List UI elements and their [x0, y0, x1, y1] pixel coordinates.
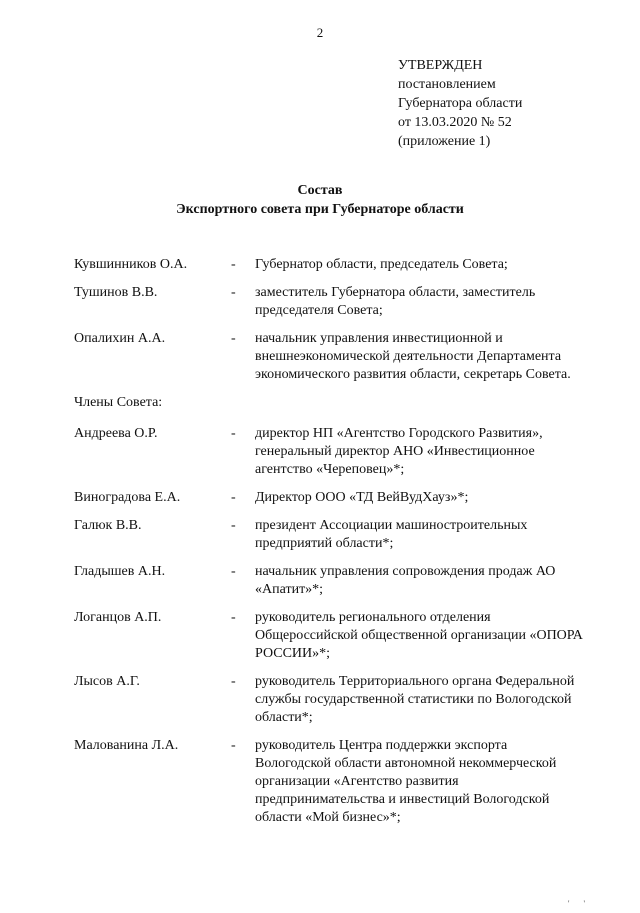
member-role: руководитель регионального отделения Общероссийской общественной организации «ОПОРА РОССИИ»*;	[255, 610, 583, 661]
member-name: Кувшинников О.А.	[74, 257, 188, 272]
member-row	[74, 609, 594, 663]
approval-stamp	[398, 56, 628, 151]
approval-line: Губернатора области	[398, 96, 523, 111]
member-row	[74, 284, 594, 320]
member-role: Губернатор области, председатель Совета;	[255, 257, 508, 272]
dash-separator: -	[231, 331, 236, 346]
member-row	[74, 563, 594, 599]
scan-marks: ' '	[568, 899, 591, 908]
dash-separator: -	[231, 610, 236, 625]
member-role: начальник управления инвестиционной и внешнеэкономической деятельности Департамента экономического развития области, секретарь Совета.	[255, 331, 571, 382]
dash-separator: -	[231, 564, 236, 579]
dash-separator: -	[231, 518, 236, 533]
member-row	[74, 673, 594, 727]
page-number: 2	[316, 25, 324, 40]
dash-separator: -	[231, 257, 236, 272]
member-row	[74, 737, 594, 827]
member-row	[74, 330, 594, 384]
member-role: президент Ассоциации машиностроительных предприятий области*;	[255, 518, 528, 551]
member-row	[74, 425, 594, 479]
member-name: Андреева О.Р.	[74, 426, 158, 441]
member-role: начальник управления сопровождения продаж АО «Апатит»*;	[255, 564, 556, 597]
member-role: директор НП «Агентство Городского Развития», генеральный директор АНО «Инвестиционное агентство «Череповец»*;	[255, 426, 543, 477]
member-name: Тушинов В.В.	[74, 285, 158, 300]
dash-separator: -	[231, 490, 236, 505]
member-name: Гладышев А.Н.	[74, 564, 166, 579]
dash-separator: -	[231, 426, 236, 441]
member-name: Лысов А.Г.	[74, 674, 140, 689]
member-name: Логанцов А.П.	[74, 610, 162, 625]
title-line-2: Экспортного совета при Губернаторе области	[176, 202, 464, 217]
approval-line: УТВЕРЖДЕН	[398, 58, 483, 73]
dash-separator: -	[231, 674, 236, 689]
member-role: руководитель Территориального органа Федеральной службы государственной статистики по Вологодской области*;	[255, 674, 575, 725]
council-members-heading: Члены Совета:	[74, 395, 163, 410]
member-name: Галюк В.В.	[74, 518, 142, 533]
member-role: Директор ООО «ТД ВейВудХауз»*;	[255, 490, 469, 505]
approval-line: от 13.03.2020 № 52	[398, 115, 512, 130]
member-row	[74, 256, 594, 274]
member-role: заместитель Губернатора области, заместитель председателя Совета;	[255, 285, 536, 318]
dash-separator: -	[231, 738, 236, 753]
approval-line: (приложение 1)	[398, 134, 491, 149]
approval-line: постановлением	[398, 77, 496, 92]
member-row	[74, 489, 594, 507]
member-row	[74, 517, 594, 553]
member-role: руководитель Центра поддержки экспорта Вологодской области автономной некоммерческой организации «Агентство развития предпринимательства и инвестиций Вологодской области «Мой бизнес»*;	[255, 738, 557, 825]
council-roster	[74, 256, 594, 837]
member-name: Виноградова Е.А.	[74, 490, 181, 505]
document-title	[0, 181, 640, 219]
member-name: Малованина Л.А.	[74, 738, 179, 753]
title-line-1: Состав	[297, 183, 343, 198]
dash-separator: -	[231, 285, 236, 300]
member-name: Опалихин А.А.	[74, 331, 166, 346]
